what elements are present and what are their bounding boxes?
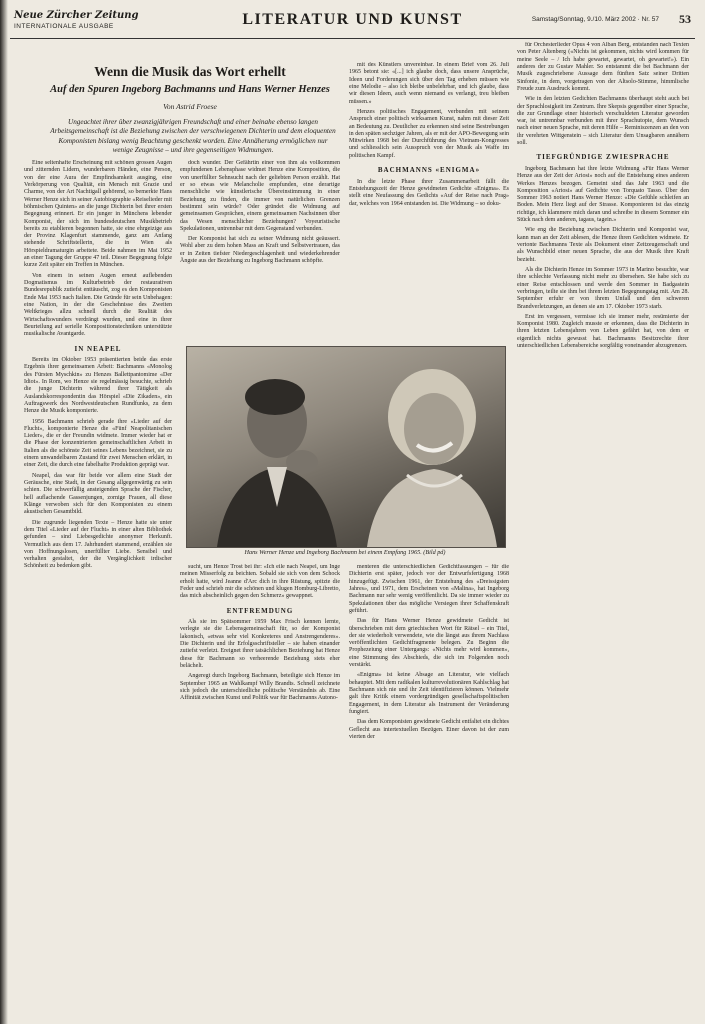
paragraph: Wie in den letzten Gedichten Bachmanns überhaupt steht auch bei der Sprachlosigkeit im Zentrum. Ihre Skepsis gegenüber einer Sprache, die zur Grundlage einer historisch verschuldeten Literatur geworden war, ist untrennbar verbunden mit ihrer Sprachutopie, dem Wunsch nach einer neuen Sprache, mit deren Hilfe – Reminiszenzen an den von ihr verehrten Wittgenstein – sich Literatur dem Unsagbaren annähern soll. — [517, 96, 689, 147]
paragraph: Neapel, das war für beide vor allem eine Stadt der Geräusche, eine Stadt, in der Gesang allgegenwärtig zu sein schien. Die schwerfällig ansteigenden Sprache der Fischer, hell auflachende Gassenjungen, zornige Frauen, all diese Klänge verwoben sich für den Komponisten zu einem akustischen Gesamtbild. — [24, 472, 172, 516]
paragraph: Ingeborg Bachmann hat ihre letzte Widmung «Für Hans Werner Henze aus der Zeit der Ariosi» noch auf die Entstehung eines anderen Werkes Henzes bezogen. Gemeint sind das Jahr 1963 und die Komposition «Ariosi» auf Gedichte von Torquato Tasso. Über den Sommer 1963 notiert Hans Werner Henze: «Die Gefühle schleifen an Boden. Mein Herz liegt auf der Strasse. Komponieren ist das einzig richtige, ich klammere mich daran und schreibe in diesem Sommer ein Stück nach dem anderen, tagaus, tagein.» — [517, 165, 689, 224]
page-edge-shadow — [0, 0, 8, 1024]
article-lead: Ungeachtet ihrer über zwanzigjährigen Freundschaft und einer beinahe ebenso langen Arbeitsgemeinschaft ist die Beziehung zwischen der verschwiegenen Dichterin und dem eloquenten Komponisten bislang wenig Beachtung geschenkt worden. Eine Annäherung ermöglichen nur wenige Zeugnisse – und ihre gegenseitigen Widmungen. — [50, 118, 336, 155]
masthead — [10, 8, 695, 39]
section-subheading: BACHMANNS «ENIGMA» — [377, 166, 481, 175]
woman-figure — [362, 357, 497, 547]
text-column-3 — [349, 62, 509, 340]
paragraph: Der Komponist hat sich zu seiner Widmung nicht geäussert. Wohl aber zu dem hohen Mass an Kraft und Selbstvertrauen, das er in Zeiten tiefster Niedergeschlagenheit und wiederkehrender Ängste aus der Beziehung zu Ingeborg Bachmann schöpfte. — [180, 236, 340, 265]
section-subheading: ENTFREMDUNG — [226, 606, 294, 615]
issue-date: Samstag/Sonntag, 9./10. März 2002 · Nr. 57 — [531, 16, 659, 23]
paragraph: Das für Hans Werner Henze gewidmete Gedicht ist überschrieben mit dem griechischen Wort für Rätsel – ein Titel, der sie wiederholt verwendete, wie die längst aus ihrem Nachlass veröffentlichten Gedichtfragmente belegen. Zu Beginn die Prophezeiung einer Untergangs: «Nichts mehr wird kommen», eine Stimmung des Abschieds, die sich im Folgenden noch verstärkt. — [349, 618, 509, 669]
article-subhead: Auf den Spuren Ingeborg Bachmanns und Hans Werner Henzes — [50, 84, 330, 95]
paper-name: Neue Zürcher Zeitung — [14, 10, 139, 21]
paragraph: Als die Dichterin Henze im Sommer 1973 in Marino besuchte, war ihre schlechte Verfassung nicht mehr zu übersehen. Sie habe sich zu einer Reise entschlossen und werde den Sommer in Badgastein verbringen, teilte sie ihm bei ihrem letzten Begegnungstag mit. Am 28. September erfuhr er von ihrem Unfall und den schweren Brandverletzungen, an denen sie am 17. Oktober 1973 starb. — [517, 266, 689, 310]
paragraph: Von einem in seinen Augen erneut auflebenden Dogmatismus im Kulturbetrieb der restaurativen Bundesrepublik zutiefst enttäuscht, zog es den Komponisten Ende Mai 1953 nach Italien. Die Gründe für sein Unbehagen: eine Nation, in der die Geschehnisse des Zweiten Weltkrieges allzu schnell durch die Realität des Wirtschaftswunders verdrängt wurden, und eine in ihrer Beurteilung auf serielle Kompositionstechniken unterstützte musikalische Avantgarde. — [24, 272, 172, 338]
paragraph: Wie eng die Beziehung zwischen Dichterin und Komponist war, kann man an der Zeit ablesen, die Henze ihren Gedichten widmete. Er vertonte Bachmanns Texte als Dokument einer Zeitzeugenschaft und als Wunschbild einer neuen Sprache, die aus der Musik ihre Kraft bezieht. — [517, 227, 689, 263]
article-headline: Wenn die Musik das Wort erhellt — [94, 64, 286, 79]
paragraph: Erst im vergessen, vermisse ich sie immer mehr, resümierte der Komponist 1980. Zugleich musste er erkennen, dass die Dichterin in ihren letzten Lebensjahren von Leben gefährt hat, von dem er eigentlich nichts gewusst hat. Bachmanns Besitzrechte ihrer unterschiedlichen Lebensbereiche sorgfältig voneinander abzugrenzen. — [517, 313, 689, 350]
photo-caption: Hans Werner Henze und Ingeborg Bachmann bei einem Empfang 1965. (Bild pd) — [244, 549, 446, 556]
page-number: 53 — [679, 12, 691, 26]
text-column-2 — [180, 160, 340, 340]
man-figure — [207, 367, 337, 547]
text-column-4 — [517, 42, 689, 1012]
section-subheading: IN NEAPEL — [74, 344, 122, 353]
paragraph: Das dem Komponisten gewidmete Gedicht entfaltet ein dichtes Geflecht aus intertextuellen Bezügen. Einer davon ist der zum vierten der — [349, 719, 509, 740]
paragraph: In die letzte Phase ihrer Zusammenarbeit fällt die Entstehungszeit der Henze gewidmeten Gedichte «Enigma». Es stellt eine Neufassung des Gedichts «Auf der Reise nach Prag» dar, welches von 1964 entstanden ist. Die Widmung – so doku- — [349, 178, 509, 207]
paragraph: sucht, um Henze Trost bei ihr: «Ich eile nach Neapel, um Inge meinen Misserfolg zu beichten. Sobald sie sich von dem Schock erholt hatte, wird Jeanne d'Arc dich in ihre Rüstung, spitzte die Feder und schrieb mir die schönen und klugen Homburg-Libretto, das mich abscheinlich gegen den Schmerz» gewappnet. — [180, 564, 340, 600]
paragraph: mit des Künstlers unvereinbar. In einem Brief vom 26. Juli 1965 betont sie: «[...] ich glaube doch, dass unsere Ansprüche, Ideen und Forderungen sich über den Tag erheben müssen wie eine Melodie – also ich bleibe unbelehrbar, und ich glaube, dass wir diesen Ideen, auch wenn niemand es verlangt, treu bleiben müssen.» — [349, 62, 509, 105]
article-author: Von Astrid Froese — [163, 102, 217, 111]
paragraph: «Enigma» ist keine Absage an Literatur, wie vielfach behauptet. Mit dem radikalen kulturrevolutionären Kahlschlag hat Bachmann sich nie und ihr Zeit identifizieren können. Vielmehr galt ihre Kritik einem vordergründigen gesellschaftspolitischen Engagement, in dem Literatur als Instrument der Veränderung fungiert. — [349, 672, 509, 715]
paragraph: doch wunder. Der Gefährtin einer von ihm als vollkommen empfundenen Lebensphase widmet Henze eine Komposition, die von unerfüllter Sehnsucht nach der geliebten Person erzählt. Hat er so etwas wie Melancholie empfunden, eine derartige menschliche wie künstlerische Übereinstimmung in einer Beziehung zu finden, die immer von natürlichen Grenzen bestimmt sein würde? Oder gründet die Widmung auf gemeinsamen Gesprächen, einem gemeinsamen Nachsinnen über das Wesen menschlicher Beziehungen? Voyeuristische Spekulationen, untrennbar mit dem Gegenstand verbunden. — [180, 160, 340, 232]
paragraph: Eine seltenhafte Erscheinung mit schönen grossen Augen und zitternden Lidern, wunderbaren Händen, eine Person, von der eine Aura der Empfindsamkeit ausging, eine Verkörperung von Qualität, ein Mensch mit Grazie und Charme, von der Art Nachtigall gehörend, so bemerkte Hans Werner Henze sich in seiner Autobiographie «Reiselieder mit böhmischen Quinten» an die junge Dichterin bei ihrer ersten Begegnung erinnert. Er ein junger in Münchens lebender Komponist, der sich im bundesdeutschen Musikbetrieb bereits zu etablieren begonnen hatte, sie eine ehrgeizige aus der Provinz Klagenfurt stammende, ganz am Anfang stehende Schriftstellerin, die in Wien als Hörspieldramaturgin arbeitete. Beide nahmen im Mai 1952 an einer Tagung der Gruppe 47 teil. Dieser Begegnung folgte kurze Zeit später ein Treffen in München. — [24, 160, 172, 269]
article-photo — [186, 346, 506, 548]
paragraph: Bereits im Oktober 1953 präsentierten beide das erste Ergebnis ihrer gemeinsamen Arbeit: Bachmanns «Monolog des Fürsten Myschkin» zu Henzes Ballettpantomime «Der Idiot». In Rom, wo Henze sie regelmässig besuchte, schrieb die junge Dichterin während ihrer Tätigkeit als Auslandskorrespondentin das Hörspiel «Die Zikaden», ein Auftragswerk des Nordwestdeutschen Rundfunks, zu dem Henze die Musik komponierte. — [24, 357, 172, 415]
paragraph: Als sie im Spätsommer 1959 Max Frisch kennen lernte, verlegte sie die Lebensgemeinschaft für, so der Komponist lakonisch, «etwas sehr viel Konkreteres und Anstrengenderes». Die Dichterin und ihr Erfolgsschriftsteller – sie haben einander zutiefst verletzt. Ereignet ihrer tatsächlichen Beziehung hat Henze diese für Bachmann so verheerende Beziehung stets eher belächelt. — [180, 619, 340, 669]
paragraph: Henzes politisches Engagement, verbunden mit seinem Anspruch einer politisch wirksamen Kunst, nahm mit dieser Zeit an Bedeutung zu. Deutlicher zu erkennen sind seine Bestrebungen in den späten sechziger Jahren, als er mit der APO-Bewegung sein Mitwirken 1968 bei der Durchführung des Vietnam-Kongresses und schliesslich sein Ausspruch von der Musik als Waffe im politischen Kampf. — [349, 108, 509, 159]
paragraph: 1956 Bachmann schrieb gerade ihre «Lieder auf der Flucht», komponierte Henze die «Fünf Neapolitanischen Lieder», die er der Freundin widmete. Immer wieder hat er die Phase der konzentrierten gemeinschaftlichen Arbeit in Italien als die schönste Zeit seines Lebens bezeichnet, sie zu einem unwandelbaren Zustand für zwei Menschen erklärt, in einer Zeit, die durch eine fabelhafte Produktion geprägt war. — [24, 418, 172, 469]
paragraph: Angeregt durch Ingeborg Bachmann, beteiligte sich Henze im September 1965 an Wahlkampf Willy Brandts. Schnell zeichnete sich jedoch die unterschiedliche politische Verständnis ab. Eine Affinität zwischen Kunst und Politik war für Bachmanns Autono- — [180, 673, 340, 702]
paper-edition: INTERNATIONALE AUSGABE — [14, 23, 114, 30]
section-subheading: TIEFGRÜNDIGE ZWIESPRACHE — [536, 153, 670, 162]
text-column-5 — [180, 564, 340, 1010]
paragraph: für Orchesterlieder Opus 4 von Alban Berg, entstanden nach Texten von Peter Altenberg («Nichts ist gekommen, nichts wird kommen für meine Seele – / Ich habe gewartet, gewartet, oh gewartet!»). Ein anderes der zu Gustav Mahler. So entstammt die bei Bachmann der Musik zugeschriebene Aussage dem fünften Satz seiner Dritten Sinfonie, in dem, vorgetragen von der Altsolo-Stimme, himmlische Freude zum Ausdruck kommt. — [517, 42, 689, 92]
text-column-6 — [349, 564, 509, 1010]
text-column-1 — [24, 160, 172, 1010]
paragraph: menteren die unterschiedlichen Gedichtfassungen – für die Dichterin erst später, jedoch vor der Entwurfsfertigung 1968 hinzugefügt. Zwischen 1961, der Entstehung des «Dreissigsten Jahres», und 1971, dem Erscheinen von «Malina», hat Ingeborg Bachmann nur sehr wenig veröffentlicht. Da sie immer wieder zu Spekulationen über das mögliche Versiegen ihrer Schaffenskraft geführt. — [349, 564, 509, 614]
section-title: LITERATUR UND KUNST — [242, 11, 463, 28]
paragraph: Die zugrunde liegenden Texte – Henze hatte sie unter dem Titel «Lieder auf der Flucht» in einer alten Bibliothek gefunden – sind Liebesgedichte anonymer Herkunft. Vermutlich aus dem 17. Jahrhundert stammend, erzählen sie von Hoffnungslosen, unerfüllter Liebe. Sensibel und verhalten gestaltet, der die Vergänglichkeit irdischer Schönheit zu bedenken gibt. — [24, 519, 172, 570]
